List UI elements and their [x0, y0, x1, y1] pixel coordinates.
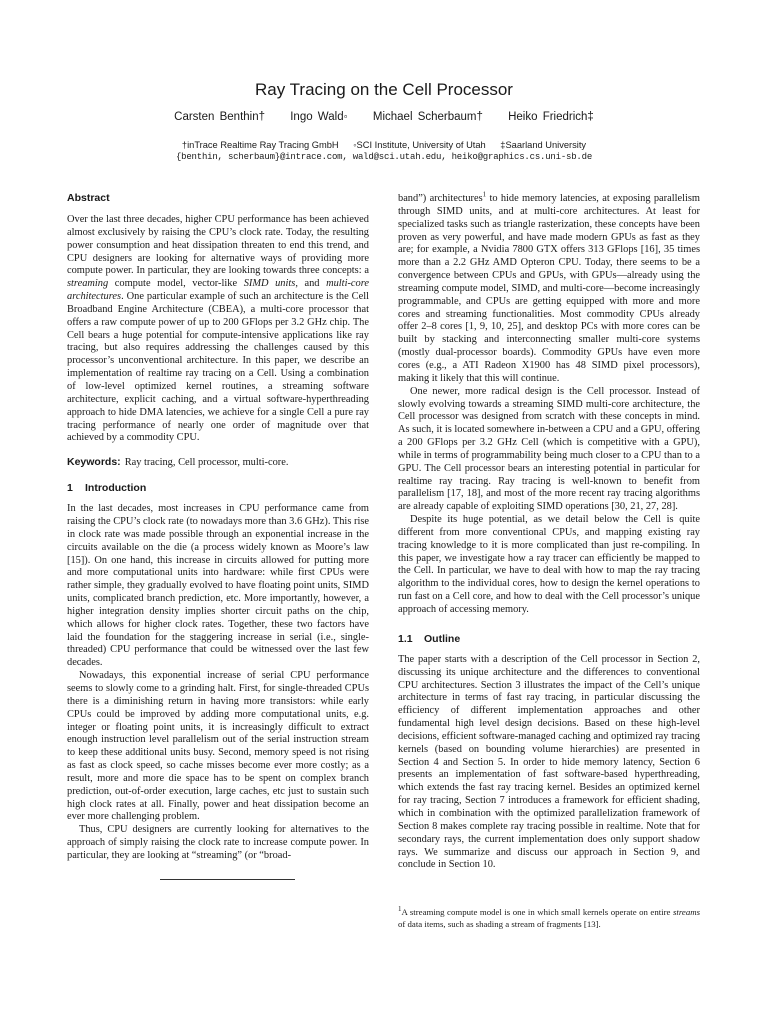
- footnote-italic: streams: [672, 907, 700, 917]
- section-heading-introduction: [67, 482, 369, 494]
- footnote-marker: 1: [482, 190, 487, 199]
- footnote-text: A streaming compute model is one in which small kernels operate on entire: [401, 907, 673, 917]
- footnote: [398, 906, 700, 930]
- author-name: Ingo Wald◦: [290, 111, 348, 123]
- affiliation: †inTrace Realtime Ray Tracing GmbH: [181, 140, 339, 150]
- emphasis: multi-core architectures: [67, 278, 369, 303]
- paper-title: Ray Tracing on the Cell Processor: [255, 80, 513, 99]
- right-column: [398, 190, 700, 872]
- intro-paragraph-continued: [398, 190, 700, 386]
- section-title: Introduction: [85, 482, 147, 495]
- section-number: 1: [67, 482, 73, 495]
- footnote-rule: [160, 879, 295, 880]
- author-emails: {benthin, scherbaum}@intrace.com, wald@sci.utah.edu, heiko@graphics.cs.uni-sb.de: [175, 152, 593, 162]
- left-column: [67, 192, 369, 863]
- footnote-text: of data items, such as shading a stream of fragments [13].: [398, 919, 601, 929]
- continued-text: to hide memory latencies, at exposing parallelism through SIMD units, and at multi-core architectures. At least for specialized tasks such as triangle rasterization, these concepts have been proven as very powerful, and have made modern GPUs as fast as they are; for example, a Nvidia 7800 GTX offers 313 GFlops [16], 35 times more than a 2.2 GHz AMD Opteron CPU. Today, there seems to be a convergence between CPUs and GPUs, with GPUs—already using the streaming compute model, SIMD, and multi-core—become increasingly programmable, and CPUs are getting equipped with more and more cores and streaming functionalities. Most commodity CPUs already offer 2–8 cores [1, 9, 10, 25], and desktop PCs with more cores can be built by stacking and interconnecting smaller multi-core systems (mostly dual-processor boards). Commodity GPUs have even more cores (e.g., a ATI Radeon X1900 has 48 SIMD pixel processors), making it likely that this will continue.: [398, 193, 700, 384]
- author-list: [0, 111, 768, 123]
- footnote-number: 1: [398, 905, 402, 914]
- affiliation: ‡Saarland University: [500, 140, 587, 150]
- intro-paragraph: Despite its huge potential, as we detail below the Cell is quite different from more conventional CPUs, and mapping existing ray tracing knowledge to it is more complicated than just re-compiling. In this paper, we investigate how a ray tracer can efficiently be mapped to the Cell. In particular, we have to deal with how to map the ray tracing algorithm to the individual cores, how to design the kernel operations to run fast on a Cell core, and how to deal with the Cell processor’s unique approach of accessing memory.: [398, 514, 700, 615]
- keywords: [67, 456, 369, 468]
- emphasis: SIMD units: [243, 278, 296, 290]
- keywords-label: Keywords:: [67, 456, 121, 469]
- keywords-text: Ray tracing, Cell processor, multi-core.: [124, 457, 289, 469]
- abstract-text: Over the last three decades, higher CPU performance has been achieved almost exclusively by raising the CPU’s clock rate. Today, the resulting power consumption and heat dissipation threaten to end this trend, and CPU designers are looking for alternative ways of providing more compute power. In particular, they are looking towards three concepts: a streaming compute model, vector-like SIMD units, and multi-core architectures. One particular example of such an architecture is the Cell Broadband Engine Architecture (CBEA), a multi-core processor that offers a raw compute power of up to 200 GFlops per 3.2 GHz chip. The Cell bears a huge potential for compute-intensive applications like ray tracing, but also requires addressing the challenges caused by this processor’s unconventional architecture. In this paper, we describe an implementation of realtime ray tracing on a Cell. Using a combination of low-level optimized kernel routines, a streaming software architecture, explicit caching, and a virtual software-hyperthreading approach to hide DMA latencies, we achieve for a single Cell a pure ray tracing performance of nearly one order of magnitude over that achieved by a commodity CPU.: [67, 214, 369, 444]
- outline-paragraph: The paper starts with a description of the Cell processor in Section 2, discussing its unique architecture and the differences to conventional CPU architectures. Section 3 illustrates the impact of the Cell’s unique architecture in terms of fast ray tracing, in particular discussing the efficiency of different implementation approaches and other fundamental high level design decisions. Based on these high-level decisions, efficient software-managed caching and optimized ray tracing kernels (based on bounding volume hierarchies) are presented in Section 4 and Section 5. In order to hide memory latency, Section 6 presents an implementation of fast software-based hyperthreading, which extends the fast ray tracing kernel. Besides an optimized kernel for ray tracing, Section 7 introduces a framework for efficient shading, which in combination with the optimized parallelization framework of Section 8 makes complete ray tracing possible in realtime. Note that for secondary rays, the current implementation does only support shadow rays. We summarize and discuss our approach in Section 9, and conclude in Section 10.: [398, 653, 700, 871]
- continued-text: band”) architectures: [398, 193, 483, 204]
- intro-paragraph: In the last decades, most increases in CPU performance came from raising the CPU’s clock rate (to nowadays more than 3.6 GHz). This rise in clock rate was made possible through an exponential increase in the circuits available on the die (a process widely known as Moore’s law [15]). On one hand, this increase in circuits allowed for putting more and more computational units into hardware: while first CPUs were rather simple, they gradually evolved to have floating point units, SIMD units, complicated branch prediction, etc. More importantly, however, a higher integration density implies shorter circuit paths on the chip, which allows for higher clock rates. Together, these two factors have laid the foundation for the staggering increase in serial (i.e., single-threaded) CPU performance that could be witnessed over the last few decades.: [67, 503, 369, 669]
- section-title: Outline: [424, 632, 461, 645]
- emphasis: streaming: [67, 278, 109, 290]
- section-number: 1.1: [398, 632, 413, 645]
- section-heading-outline: [398, 633, 700, 645]
- abstract-heading: Abstract: [67, 192, 110, 204]
- affiliation-list: [0, 140, 768, 150]
- author-name: Heiko Friedrich‡: [508, 111, 594, 123]
- author-name: Carsten Benthin†: [174, 111, 266, 123]
- affiliation: ◦SCI Institute, University of Utah: [353, 140, 486, 150]
- author-name: Michael Scherbaum†: [372, 111, 483, 123]
- intro-paragraph: Nowadays, this exponential increase of serial CPU performance seems to slowly come to a grinding halt. First, for single-threaded CPUs there is a diminishing return in having more transistors: while early CPUs could be improved by adding more computational units, e.g. integer or floating point units, it is increasingly difficult to extract enough instruction level parallelism out of the serial instruction stream to keep these additional units busy. Second, memory speed is not rising as fast as clock speed, so cache misses become ever more costly; as a result, more and more die space has to be spent on complex branch prediction, out-of-order execution, large caches, etc just to sustain such high clock rates at all. Finally, power and heat dissipation become an ever more challenging problem.: [67, 670, 369, 823]
- intro-paragraph: Thus, CPU designers are currently looking for alternatives to the approach of simply raising the clock rate to increase compute power. In particular, they are looking at “streaming” (or “broad-: [67, 824, 369, 861]
- intro-paragraph: One newer, more radical design is the Cell processor. Instead of slowly evolving towards a streaming SIMD multi-core architecture, the Cell processor was designed from scratch with these concepts in mind. As such, it is located somewhere in-between a CPU and a GPU, offering a 200 GFlops per 3.2 GHz Cell (which is competitive with a GPU), while in terms of programmability being much closer to a CPU than to a GPU. The Cell processor bears an interesting potential in particular for realtime ray tracing. Ray tracing is well-known to benefit from parallelism [17, 18], and most of the more recent ray tracing algorithms are already capable of exploiting SIMD operations [30, 21, 27, 28].: [398, 385, 700, 513]
